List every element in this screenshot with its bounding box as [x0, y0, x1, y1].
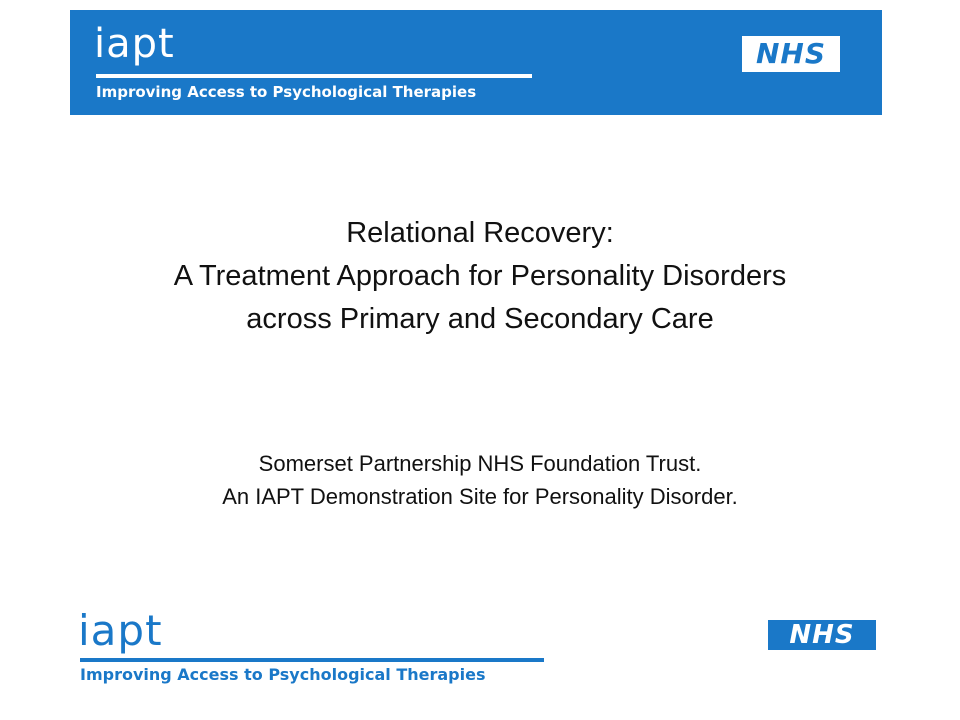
nhs-logo: NHS	[742, 36, 840, 72]
slide-title	[0, 212, 960, 341]
iapt-logo-text: iapt	[94, 21, 175, 67]
title-line-3: across Primary and Secondary Care	[246, 303, 714, 335]
slide-subtitle	[0, 447, 960, 513]
title-line-1: Relational Recovery:	[346, 217, 614, 249]
subtitle-line-2: An IAPT Demonstration Site for Personality Disorder.	[222, 484, 738, 509]
footer-logo-rule	[80, 658, 544, 662]
footer-iapt-tagline: Improving Access to Psychological Therapies	[80, 665, 486, 684]
header-banner	[70, 10, 882, 115]
subtitle-line-1: Somerset Partnership NHS Foundation Trust.	[258, 451, 702, 476]
title-line-2: A Treatment Approach for Personality Disorders	[173, 260, 787, 292]
iapt-tagline: Improving Access to Psychological Therapies	[96, 83, 477, 101]
footer-iapt-logo-text: iapt	[78, 606, 163, 655]
logo-rule	[96, 74, 532, 78]
footer-nhs-logo: NHS	[768, 620, 876, 650]
footer-iapt-logo	[78, 606, 558, 686]
